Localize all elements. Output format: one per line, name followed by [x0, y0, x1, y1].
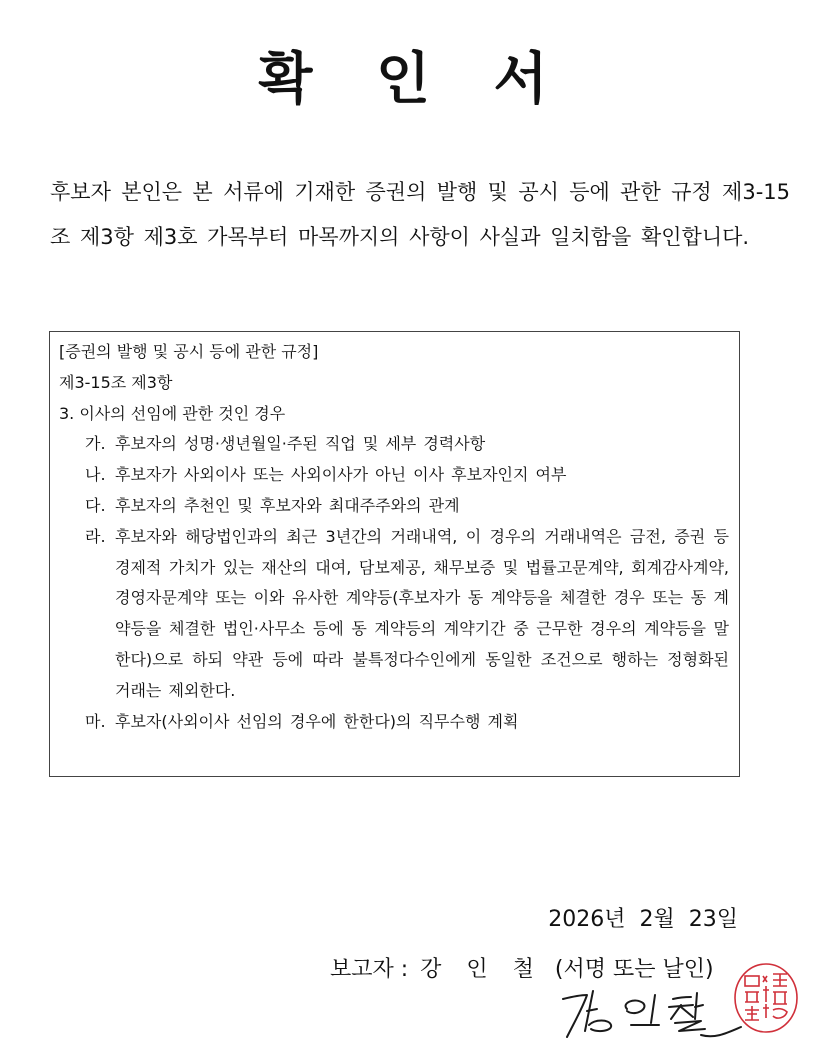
regulation-item: 3. 이사의 선임에 관한 것인 경우: [59, 403, 286, 423]
regulation-box: [49, 331, 740, 777]
document-title: 확 인 서: [258, 47, 570, 112]
subitem-marker: 라.: [85, 526, 106, 546]
handwritten-signature-icon: [555, 985, 745, 1047]
subitem-text: 후보자의 성명·생년월일·주된 직업 및 세부 경력사항: [115, 434, 486, 454]
subitem-marker: 나.: [85, 465, 106, 485]
subitem-na: [59, 460, 729, 491]
date-month: 2월: [639, 907, 675, 932]
confirmation-statement: 후보자 본인은 본 서류에 기재한 증권의 발행 및 공시 등에 관한 규정 제3-15조 제3항 제3호 가목부터 마목까지의 사항이 사실과 일치함을 확인합니다.: [50, 180, 790, 249]
subitem-marker: 다.: [85, 495, 106, 515]
reporter-line: [330, 952, 714, 988]
signature-note: (서명 또는 날인): [554, 957, 714, 982]
subitem-text: 후보자가 사외이사 또는 사외이사가 아닌 이사 후보자인지 여부: [115, 465, 567, 485]
reporter-label: 보고자 :: [330, 957, 409, 982]
regulation-article: 제3-15조 제3항: [59, 372, 173, 392]
date-day: 23일: [688, 907, 738, 932]
subitem-marker: 가.: [85, 434, 106, 454]
document-date: [548, 902, 738, 938]
subitem-ga: [59, 429, 729, 460]
subitem-ma: [59, 707, 729, 738]
subitem-text: 후보자(사외이사 선임의 경우에 한한다)의 직무수행 계획: [115, 711, 519, 731]
regulation-heading: [증권의 발행 및 공시 등에 관한 규정]: [59, 342, 319, 361]
subitem-marker: 마.: [85, 711, 106, 731]
date-year: 2026년: [548, 907, 626, 932]
subitem-text: 후보자와 해당법인과의 최근 3년간의 거래내역, 이 경우의 거래내역은 금전, 증권 등 경제적 가치가 있는 재산의 대여, 담보제공, 채무보증 및 법률고문계약, 회계감사계약, 경영자문계약 또는 이와 유사한 계약등(후보자가 동 계약등을 체결한 경우 또는 동 계약등을 체결한 법인·사무소 등에 동 계약등의 계약기간 중 근무한 경우의 계약등을 말한다)으로 하되 약관 등에 따라 불특정다수인에게 동일한 조건으로 행하는 정형화된 거래는 제외한다.: [115, 526, 729, 700]
reporter-name: 강 인 철: [420, 957, 543, 982]
red-seal-stamp-icon: [733, 962, 799, 1034]
subitem-ra: [59, 522, 729, 707]
subitem-text: 후보자의 추천인 및 후보자와 최대주주와의 관계: [115, 495, 460, 515]
subitem-da: [59, 491, 729, 522]
